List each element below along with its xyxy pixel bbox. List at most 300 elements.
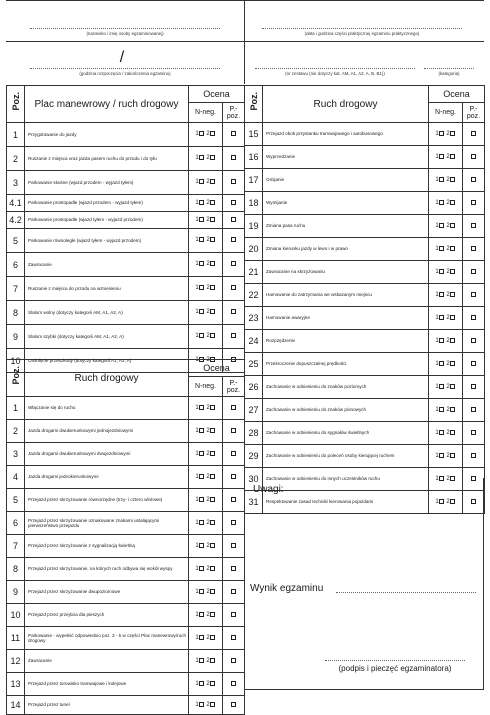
nneg-2-checkbox[interactable] xyxy=(450,200,455,205)
nneg-2-checkbox[interactable] xyxy=(210,200,215,205)
ppoz-cell xyxy=(223,325,245,349)
nneg-cell xyxy=(429,192,463,215)
nneg-2-checkbox[interactable] xyxy=(450,430,455,435)
row-number: 12 xyxy=(7,650,25,673)
mark-2-label: 2 xyxy=(206,237,210,244)
table-row xyxy=(7,325,245,349)
ppoz-checkbox[interactable] xyxy=(231,566,236,571)
row-description: Zawracanie na skrzyżowaniu xyxy=(263,261,429,284)
category-line[interactable] xyxy=(424,68,474,69)
nneg-2-checkbox[interactable] xyxy=(450,361,455,366)
nneg-cell xyxy=(429,445,463,468)
ppoz-checkbox[interactable] xyxy=(471,430,476,435)
nneg-1-checkbox[interactable] xyxy=(199,428,204,433)
nneg-2-checkbox[interactable] xyxy=(210,155,215,160)
table-row xyxy=(245,146,485,169)
ppoz-cell xyxy=(223,512,245,535)
ppoz-checkbox[interactable] xyxy=(231,179,236,184)
ppoz-checkbox[interactable] xyxy=(471,223,476,228)
nneg-header: N-neg. xyxy=(189,103,223,123)
mark-1-label: 1 xyxy=(195,566,199,573)
mark-1-label: 1 xyxy=(435,338,439,345)
row-number: 13 xyxy=(7,673,25,696)
table-row xyxy=(245,123,485,146)
nneg-2-checkbox[interactable] xyxy=(210,702,215,707)
table-row xyxy=(245,422,485,445)
ppoz-checkbox[interactable] xyxy=(231,520,236,525)
nneg-1-checkbox[interactable] xyxy=(199,261,204,266)
mark-2-label: 2 xyxy=(446,200,450,207)
ppoz-checkbox[interactable] xyxy=(231,200,236,205)
row-description: Jazda drogami dwukierunkowymi jednojezdniowymi xyxy=(25,420,189,443)
nneg-1-checkbox[interactable] xyxy=(439,292,444,297)
nneg-cell xyxy=(429,215,463,238)
ppoz-checkbox[interactable] xyxy=(471,407,476,412)
nneg-1-checkbox[interactable] xyxy=(199,497,204,502)
mark-2-label: 2 xyxy=(446,154,450,161)
ppoz-cell xyxy=(463,353,485,376)
mark-2-label: 2 xyxy=(206,333,210,340)
table-row xyxy=(7,696,245,715)
table-row xyxy=(7,512,245,535)
nneg-2-checkbox[interactable] xyxy=(210,405,215,410)
table-row xyxy=(245,284,485,307)
nneg-cell xyxy=(189,195,223,212)
mark-2-label: 2 xyxy=(206,635,210,642)
mark-2-label: 2 xyxy=(446,384,450,391)
table-row xyxy=(7,229,245,253)
nneg-cell xyxy=(189,443,223,466)
nneg-2-checkbox[interactable] xyxy=(210,612,215,617)
mark-1-label: 1 xyxy=(435,430,439,437)
nneg-1-checkbox[interactable] xyxy=(199,155,204,160)
nneg-1-checkbox[interactable] xyxy=(439,384,444,389)
mark-2-label: 2 xyxy=(206,155,210,162)
row-number: 4.2 xyxy=(7,212,25,229)
mark-1-label: 1 xyxy=(195,285,199,292)
nneg-cell xyxy=(189,277,223,301)
table-row xyxy=(7,301,245,325)
ppoz-checkbox[interactable] xyxy=(231,681,236,686)
nneg-2-checkbox[interactable] xyxy=(450,177,455,182)
ppoz-checkbox[interactable] xyxy=(471,384,476,389)
mark-2-label: 2 xyxy=(446,430,450,437)
nneg-2-checkbox[interactable] xyxy=(210,285,215,290)
nneg-1-checkbox[interactable] xyxy=(199,285,204,290)
row-description: Parkowanie prostopadłe (wjazd przodem - wyjazd tyłem) xyxy=(25,195,189,212)
ppoz-checkbox[interactable] xyxy=(231,428,236,433)
row-description: Zmiana kierunku jazdy w lewo i w prawo xyxy=(263,238,429,261)
row-number: 1 xyxy=(7,123,25,147)
row-description: Zawracanie xyxy=(25,650,189,673)
row-number: 28 xyxy=(245,422,263,445)
mark-2-label: 2 xyxy=(446,292,450,299)
nneg-2-checkbox[interactable] xyxy=(450,338,455,343)
nneg-cell xyxy=(189,558,223,581)
table-row xyxy=(7,212,245,229)
row-number: 22 xyxy=(245,284,263,307)
ppoz-cell xyxy=(463,169,485,192)
row-number: 18 xyxy=(245,192,263,215)
nneg-cell xyxy=(429,422,463,445)
nneg-2-checkbox[interactable] xyxy=(210,681,215,686)
ppoz-cell xyxy=(223,443,245,466)
ppoz-cell xyxy=(463,422,485,445)
table-row xyxy=(7,466,245,489)
row-description: Rozpzędzenie xyxy=(263,330,429,353)
ppoz-checkbox[interactable] xyxy=(471,338,476,343)
nneg-2-checkbox[interactable] xyxy=(210,451,215,456)
nneg-1-checkbox[interactable] xyxy=(199,451,204,456)
mark-2-label: 2 xyxy=(206,474,210,481)
exam-result-label: Wynik egzaminu xyxy=(250,583,324,594)
nneg-cell xyxy=(189,512,223,535)
mark-1-label: 1 xyxy=(195,155,199,162)
row-description: Przejazd przez skrzyżowanie równorzędne (trzy- i cztero wlotowe) xyxy=(25,489,189,512)
row-number: 20 xyxy=(245,238,263,261)
ppoz-cell xyxy=(223,123,245,147)
nneg-cell xyxy=(429,307,463,330)
ppoz-checkbox[interactable] xyxy=(231,658,236,663)
maneuver-table xyxy=(6,85,245,373)
nneg-cell xyxy=(189,604,223,627)
nneg-1-checkbox[interactable] xyxy=(199,702,204,707)
mark-1-label: 1 xyxy=(435,246,439,253)
nneg-2-checkbox[interactable] xyxy=(210,520,215,525)
nneg-cell xyxy=(429,146,463,169)
row-description: Omijanie xyxy=(263,169,429,192)
row-description: Przejazd przez torowisko tramwajowe i kolejowe xyxy=(25,673,189,696)
nneg-cell xyxy=(189,212,223,229)
nneg-1-checkbox[interactable] xyxy=(439,453,444,458)
ppoz-checkbox[interactable] xyxy=(231,237,236,242)
nneg-1-checkbox[interactable] xyxy=(439,269,444,274)
ppoz-checkbox[interactable] xyxy=(231,497,236,502)
nneg-2-checkbox[interactable] xyxy=(450,292,455,297)
table-row xyxy=(7,650,245,673)
exam-result-field[interactable] xyxy=(336,592,476,593)
nneg-1-checkbox[interactable] xyxy=(199,658,204,663)
ppoz-cell xyxy=(463,146,485,169)
ppoz-checkbox[interactable] xyxy=(231,333,236,338)
row-number: 6 xyxy=(7,253,25,277)
ppoz-cell xyxy=(223,627,245,650)
nneg-1-checkbox[interactable] xyxy=(199,237,204,242)
nneg-1-checkbox[interactable] xyxy=(199,681,204,686)
ppoz-cell xyxy=(223,535,245,558)
table-row xyxy=(7,673,245,696)
table-row xyxy=(245,215,485,238)
nneg-1-checkbox[interactable] xyxy=(439,131,444,136)
ppoz-cell xyxy=(463,192,485,215)
ppoz-checkbox[interactable] xyxy=(471,269,476,274)
mark-2-label: 2 xyxy=(206,520,210,527)
ppoz-checkbox[interactable] xyxy=(471,292,476,297)
mark-2-label: 2 xyxy=(206,658,210,665)
category-caption: (kategoria) xyxy=(438,71,460,76)
remarks-field[interactable] xyxy=(250,496,478,556)
mark-2-label: 2 xyxy=(446,338,450,345)
nneg-1-checkbox[interactable] xyxy=(199,333,204,338)
ppoz-checkbox[interactable] xyxy=(231,217,236,222)
nneg-2-checkbox[interactable] xyxy=(210,131,215,136)
nneg-1-checkbox[interactable] xyxy=(439,223,444,228)
nneg-cell xyxy=(189,650,223,673)
nneg-1-checkbox[interactable] xyxy=(199,200,204,205)
ppoz-checkbox[interactable] xyxy=(231,405,236,410)
nneg-cell xyxy=(189,123,223,147)
nneg-1-checkbox[interactable] xyxy=(199,179,204,184)
road-traffic-table-right xyxy=(244,85,485,514)
table-row xyxy=(7,443,245,466)
poz-header: Poz. xyxy=(7,360,25,397)
nneg-1-checkbox[interactable] xyxy=(439,407,444,412)
nneg-2-checkbox[interactable] xyxy=(210,428,215,433)
nneg-cell xyxy=(189,229,223,253)
nneg-1-checkbox[interactable] xyxy=(199,520,204,525)
nneg-2-checkbox[interactable] xyxy=(210,217,215,222)
mark-1-label: 1 xyxy=(195,237,199,244)
poz-header: Poz. xyxy=(245,86,263,123)
ppoz-checkbox[interactable] xyxy=(471,200,476,205)
ppoz-checkbox[interactable] xyxy=(231,635,236,640)
date-line[interactable] xyxy=(262,28,462,29)
ppoz-checkbox[interactable] xyxy=(471,315,476,320)
ppoz-checkbox[interactable] xyxy=(231,589,236,594)
table-row xyxy=(245,307,485,330)
ppoz-header: P.-poz. xyxy=(223,103,245,123)
ppoz-checkbox[interactable] xyxy=(231,261,236,266)
ppoz-checkbox[interactable] xyxy=(471,154,476,159)
ppoz-checkbox[interactable] xyxy=(231,131,236,136)
mark-2-label: 2 xyxy=(446,131,450,138)
row-number: 9 xyxy=(7,325,25,349)
row-number: 31 xyxy=(245,491,263,514)
row-description: Parkowanie skośne (wjazd przodem - wyjazd tyłem) xyxy=(25,171,189,195)
ppoz-cell xyxy=(463,376,485,399)
mark-2-label: 2 xyxy=(446,246,450,253)
ppoz-cell xyxy=(223,696,245,715)
ppoz-checkbox[interactable] xyxy=(231,543,236,548)
nneg-2-checkbox[interactable] xyxy=(210,179,215,184)
nneg-2-checkbox[interactable] xyxy=(210,589,215,594)
row-description: Hamowanie awaryjne xyxy=(263,307,429,330)
nneg-1-checkbox[interactable] xyxy=(439,246,444,251)
row-number: 23 xyxy=(245,307,263,330)
ppoz-checkbox[interactable] xyxy=(231,612,236,617)
ppoz-cell xyxy=(463,261,485,284)
row-number: 1 xyxy=(7,397,25,420)
name-line[interactable] xyxy=(30,28,220,29)
nneg-2-checkbox[interactable] xyxy=(450,269,455,274)
mark-1-label: 1 xyxy=(195,179,199,186)
nneg-2-checkbox[interactable] xyxy=(450,407,455,412)
nneg-1-checkbox[interactable] xyxy=(199,566,204,571)
ppoz-cell xyxy=(223,212,245,229)
row-number: 27 xyxy=(245,399,263,422)
table-row xyxy=(7,253,245,277)
nneg-2-checkbox[interactable] xyxy=(210,309,215,314)
row-description: Respektowanie zasad techniki kierowania pojazdami xyxy=(263,491,429,514)
nneg-2-checkbox[interactable] xyxy=(450,453,455,458)
row-number: 9 xyxy=(7,581,25,604)
nneg-1-checkbox[interactable] xyxy=(199,589,204,594)
nneg-1-checkbox[interactable] xyxy=(199,612,204,617)
table-row xyxy=(7,277,245,301)
time-slash: / xyxy=(119,49,125,66)
row-description: Przejazd przez skrzyżowanie oznakowane znakami ustalającymi pierwszeństwo przejazdu xyxy=(25,512,189,535)
mark-2-label: 2 xyxy=(446,177,450,184)
ppoz-checkbox[interactable] xyxy=(231,474,236,479)
row-description: Przejazd przez skrzyżowanie z sygnalizacją świetlną xyxy=(25,535,189,558)
ppoz-cell xyxy=(223,673,245,696)
ocena-header: Ocena xyxy=(429,86,485,103)
nneg-2-checkbox[interactable] xyxy=(210,497,215,502)
table-row xyxy=(245,353,485,376)
ppoz-checkbox[interactable] xyxy=(471,361,476,366)
nneg-2-checkbox[interactable] xyxy=(210,261,215,266)
ppoz-cell xyxy=(223,171,245,195)
ppoz-header: P.-poz. xyxy=(463,103,485,123)
nneg-2-checkbox[interactable] xyxy=(210,635,215,640)
signature-line[interactable] xyxy=(325,660,465,661)
table-row xyxy=(7,604,245,627)
mark-1-label: 1 xyxy=(195,309,199,316)
mark-1-label: 1 xyxy=(195,451,199,458)
ocena-header: Ocena xyxy=(189,360,245,377)
nneg-cell xyxy=(189,466,223,489)
nneg-2-checkbox[interactable] xyxy=(450,223,455,228)
road-traffic-table-left xyxy=(6,359,245,715)
nneg-2-checkbox[interactable] xyxy=(210,566,215,571)
mark-1-label: 1 xyxy=(195,520,199,527)
row-number: 4 xyxy=(7,466,25,489)
header-middle-divider xyxy=(6,41,484,42)
ppoz-checkbox[interactable] xyxy=(231,285,236,290)
nneg-2-checkbox[interactable] xyxy=(450,315,455,320)
nneg-1-checkbox[interactable] xyxy=(199,309,204,314)
ppoz-checkbox[interactable] xyxy=(471,177,476,182)
row-description: Slalom wolny (dotyczy kategorii AM, A1, A2, A) xyxy=(25,301,189,325)
ppoz-checkbox[interactable] xyxy=(231,155,236,160)
nneg-1-checkbox[interactable] xyxy=(199,635,204,640)
remarks-label: Uwagi: xyxy=(253,484,284,495)
poz-header: Poz. xyxy=(7,86,25,123)
nneg-1-checkbox[interactable] xyxy=(439,430,444,435)
nneg-2-checkbox[interactable] xyxy=(210,658,215,663)
row-number: 8 xyxy=(7,301,25,325)
ppoz-checkbox[interactable] xyxy=(471,246,476,251)
mark-1-label: 1 xyxy=(435,154,439,161)
ppoz-cell xyxy=(463,284,485,307)
row-number: 21 xyxy=(245,261,263,284)
ppoz-cell xyxy=(463,399,485,422)
nneg-1-checkbox[interactable] xyxy=(439,154,444,159)
mark-1-label: 1 xyxy=(435,315,439,322)
mark-2-label: 2 xyxy=(446,223,450,230)
mark-2-label: 2 xyxy=(206,589,210,596)
mark-2-label: 2 xyxy=(446,499,450,506)
ppoz-checkbox[interactable] xyxy=(231,309,236,314)
time-line[interactable] xyxy=(30,68,220,69)
ppoz-cell xyxy=(223,650,245,673)
row-number: 8 xyxy=(7,558,25,581)
nneg-1-checkbox[interactable] xyxy=(199,405,204,410)
row-number: 24 xyxy=(245,330,263,353)
row-number: 5 xyxy=(7,489,25,512)
ppoz-checkbox[interactable] xyxy=(231,702,236,707)
mark-2-label: 2 xyxy=(446,407,450,414)
nneg-2-checkbox[interactable] xyxy=(210,543,215,548)
row-description: Włączanie się do ruchu xyxy=(25,397,189,420)
nneg-2-checkbox[interactable] xyxy=(450,154,455,159)
mark-1-label: 1 xyxy=(195,612,199,619)
nneg-2-checkbox[interactable] xyxy=(210,333,215,338)
nneg-cell xyxy=(429,330,463,353)
nneg-cell xyxy=(189,397,223,420)
row-number: 3 xyxy=(7,171,25,195)
nneg-cell xyxy=(189,489,223,512)
ppoz-checkbox[interactable] xyxy=(471,131,476,136)
row-number: 11 xyxy=(7,627,25,650)
mark-1-label: 1 xyxy=(195,200,199,207)
nneg-2-checkbox[interactable] xyxy=(210,474,215,479)
nneg-2-checkbox[interactable] xyxy=(450,246,455,251)
nneg-1-checkbox[interactable] xyxy=(439,315,444,320)
ppoz-cell xyxy=(463,445,485,468)
row-description: Zachowanie w odniesieniu do poleceń osoby kierującej ruchem xyxy=(263,445,429,468)
ppoz-cell xyxy=(463,330,485,353)
nneg-1-checkbox[interactable] xyxy=(439,361,444,366)
nneg-1-checkbox[interactable] xyxy=(199,217,204,222)
table-row xyxy=(245,376,485,399)
table-row xyxy=(7,397,245,420)
nneg-2-checkbox[interactable] xyxy=(450,131,455,136)
row-number: 29 xyxy=(245,445,263,468)
nneg-2-checkbox[interactable] xyxy=(450,384,455,389)
ppoz-checkbox[interactable] xyxy=(471,453,476,458)
nneg-cell xyxy=(429,399,463,422)
mark-2-label: 2 xyxy=(206,261,210,268)
mark-2-label: 2 xyxy=(206,451,210,458)
nneg-cell xyxy=(429,353,463,376)
mark-2-label: 2 xyxy=(206,200,210,207)
nneg-1-checkbox[interactable] xyxy=(199,543,204,548)
mark-1-label: 1 xyxy=(195,681,199,688)
nneg-1-checkbox[interactable] xyxy=(199,131,204,136)
nneg-cell xyxy=(429,169,463,192)
row-description: Parkowanie prostopadłe (wjazd tyłem - wyjazd przodem) xyxy=(25,212,189,229)
nneg-2-checkbox[interactable] xyxy=(210,237,215,242)
nneg-1-checkbox[interactable] xyxy=(439,177,444,182)
mark-2-label: 2 xyxy=(206,543,210,550)
ppoz-cell xyxy=(463,123,485,146)
table-row xyxy=(245,261,485,284)
nneg-1-checkbox[interactable] xyxy=(439,200,444,205)
ppoz-checkbox[interactable] xyxy=(231,451,236,456)
nneg-cell xyxy=(429,238,463,261)
row-description: Zachowanie w odniesieniu do znaków pionowych xyxy=(263,399,429,422)
ppoz-cell xyxy=(223,195,245,212)
nneg-1-checkbox[interactable] xyxy=(439,338,444,343)
nneg-cell xyxy=(189,627,223,650)
ppoz-cell xyxy=(223,397,245,420)
row-description: Zmiana pasa ruchu xyxy=(263,215,429,238)
row-description: Przejazd przez skrzyżowanie, na których ruch odbywa się wokół wyspy xyxy=(25,558,189,581)
nneg-1-checkbox[interactable] xyxy=(199,474,204,479)
vehicle-line[interactable] xyxy=(255,68,415,69)
mark-1-label: 1 xyxy=(195,333,199,340)
